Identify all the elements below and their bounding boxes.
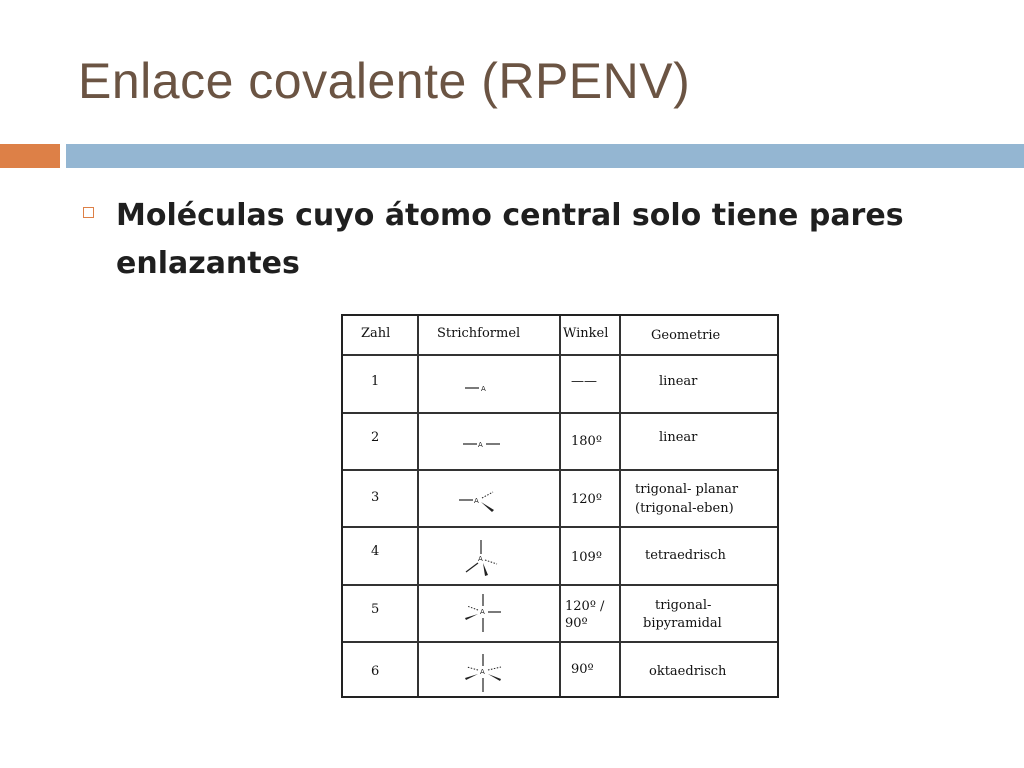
cell-winkel: —— [571, 374, 597, 389]
slide-title: Enlace covalente (RPENV) [78, 53, 691, 109]
svg-text:A: A [480, 668, 485, 676]
structure-6-icon [461, 650, 507, 698]
cell-geometrie: trigonal- planar [635, 482, 739, 497]
bullet-text: Moléculas cuyo átomo central solo tiene pares enlazantes [116, 198, 904, 281]
cell-winkel: 120º [571, 492, 602, 507]
cell-geometrie: trigonal- [655, 598, 712, 613]
structure-5-icon [461, 592, 507, 636]
cell-winkel: 120º / 90º [565, 599, 605, 631]
cell-geometrie-sub: (trigonal-eben) [635, 501, 734, 516]
cell-zahl: 4 [371, 544, 380, 559]
cell-geometrie-sub: bipyramidal [643, 616, 722, 631]
svg-text:A: A [474, 497, 479, 505]
structure-4-icon [461, 538, 505, 580]
cell-winkel: 180º [571, 434, 602, 449]
header-zahl: Zahl [361, 326, 391, 341]
cell-winkel: 109º [571, 550, 602, 565]
structure-3-icon [457, 486, 507, 516]
header-winkel: Winkel [563, 326, 609, 341]
svg-text:A: A [480, 608, 485, 616]
cell-zahl: 3 [371, 490, 380, 505]
table-col-divider [559, 316, 561, 696]
structure-1-icon [463, 382, 503, 394]
structure-2-icon [461, 438, 505, 450]
cell-winkel: 90º [571, 662, 594, 677]
bullet-square-icon [83, 207, 94, 218]
cell-geometrie: linear [659, 430, 698, 445]
cell-zahl: 6 [371, 664, 380, 679]
header-strichformel: Strichformel [437, 326, 521, 341]
cell-zahl: 1 [371, 374, 380, 389]
accent-bar-blue [66, 144, 1024, 168]
cell-geometrie: tetraedrisch [645, 548, 726, 563]
cell-zahl: 5 [371, 602, 380, 617]
table-col-divider [417, 316, 419, 696]
svg-text:A: A [481, 385, 486, 393]
cell-zahl: 2 [371, 430, 380, 445]
vsepr-table [341, 314, 779, 698]
header-geometrie: Geometrie [651, 328, 721, 343]
cell-geometrie: linear [659, 374, 698, 389]
accent-bar-orange [0, 144, 60, 168]
cell-geometrie: oktaedrisch [649, 664, 727, 679]
table-col-divider [619, 316, 621, 696]
svg-text:A: A [478, 441, 483, 449]
svg-text:A: A [478, 555, 483, 563]
